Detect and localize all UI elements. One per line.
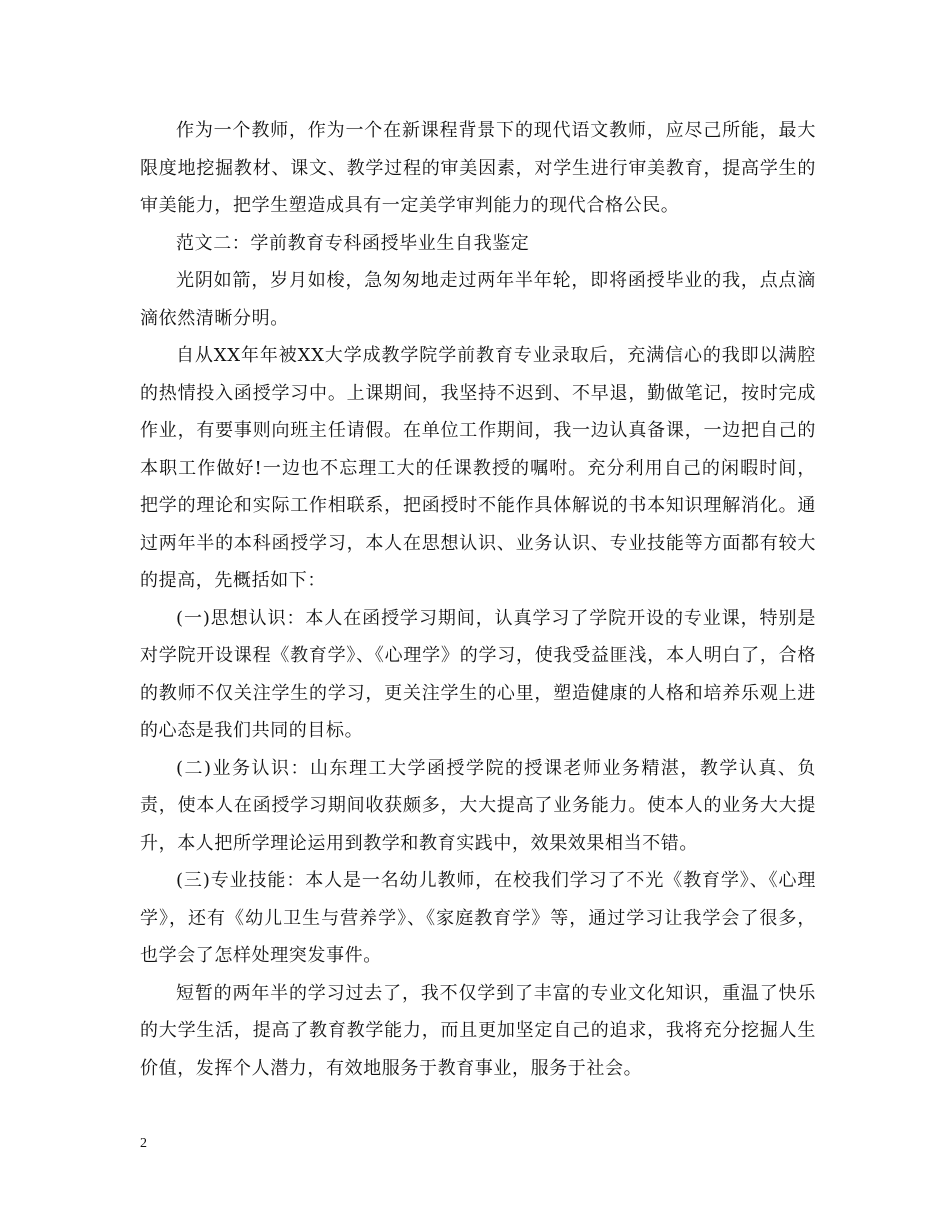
paragraph-sample-two-title: 范文二：学前教育专科函授毕业生自我鉴定 (176, 232, 530, 254)
document-body (140, 112, 816, 1087)
paragraph-teacher-aesthetics: 作为一个教师，作为一个在新课程背景下的现代语文教师，应尽己所能，最大限度地挖掘教材、课文、教学过程的审美因素，对学生进行审美教育，提高学生的审美能力，把学生塑造成具有一定美学审判能力的现代合格公民。 (140, 120, 816, 216)
page-number: 2 (140, 1136, 147, 1151)
paragraph-study-experience: 自从XX年年被XX大学成教学院学前教育专业录取后，充满信心的我即以满腔的热情投入函授学习中。上课期间，我坚持不迟到、不早退，勤做笔记，按时完成作业，有要事则向班主任请假。在单位工作期间，我一边认真备课，一边把自己的本职工作做好!一边也不忘理工大的任课教授的嘱咐。充分利用自己的闲暇时间，把学的理论和实际工作相联系，把函授时不能作具体解说的书本知识理解消化。通过两年半的本科函授学习，本人在思想认识、业务认识、专业技能等方面都有较大的提高，先概括如下： (140, 345, 816, 591)
paragraph-ideological-understanding: (一)思想认识：本人在函授学习期间，认真学习了学院开设的专业课，特别是对学院开设课程《教育学》、《心理学》的学习，使我受益匪浅，本人明白了，合格的教师不仅关注学生的学习，更关注学生的心里，塑造健康的人格和培养乐观上进的心态是我们共同的目标。 (140, 607, 816, 741)
paragraph-professional-understanding: (二)业务认识：山东理工大学函授学院的授课老师业务精湛，教学认真、负责，使本人在函授学习期间收获颇多，大大提高了业务能力。使本人的业务大大提升，本人把所学理论运用到教学和教育实践中，效果效果相当不错。 (140, 757, 816, 854)
paragraph-conclusion: 短暂的两年半的学习过去了，我不仅学到了丰富的专业文化知识，重温了快乐的大学生活，提高了教育教学能力，而且更加坚定自己的追求，我将充分挖掘人生价值，发挥个人潜力，有效地服务于教育事业，服务于社会。 (140, 982, 816, 1079)
paragraph-professional-skills: (三)专业技能：本人是一名幼儿教师，在校我们学习了不光《教育学》、《心理学》，还有《幼儿卫生与营养学》、《家庭教育学》等，通过学习让我学会了很多，也学会了怎样处理突发事件。 (140, 870, 816, 966)
paragraph-time-flies: 光阴如箭，岁月如梭，急匆匆地走过两年半年轮，即将函授毕业的我，点点滴滴依然清晰分明。 (140, 270, 816, 329)
